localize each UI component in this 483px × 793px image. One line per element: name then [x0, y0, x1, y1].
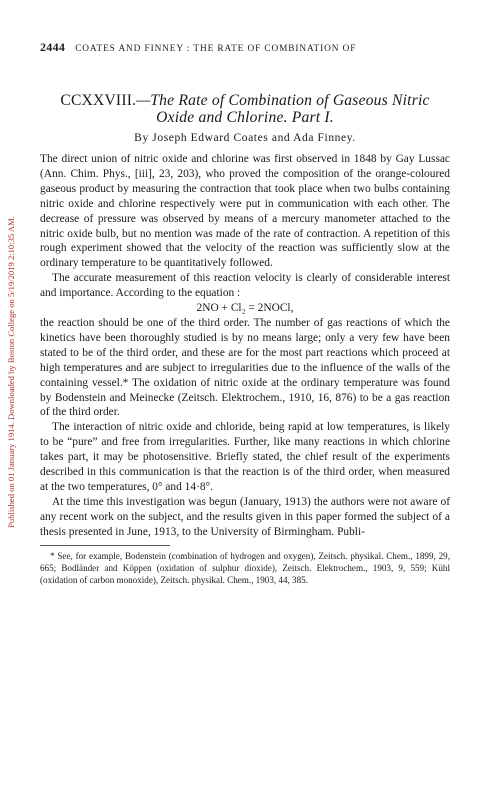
paragraph-4: The interaction of nitric oxide and chloride, being rapid at low temperatures, is likely to be “pure” and free from irregularities. Further, like many reactions in which chlorine takes part, it may be photosensitive. Briefly stated, the chief result of the experiments described in this communication is that the reaction is of the third order, when measured at the two temperatures, 0° and 14·8°.	[40, 421, 450, 493]
running-head-text: COATES AND FINNEY : THE RATE OF COMBINATION OF	[75, 44, 357, 54]
paragraph-2: The accurate measurement of this reaction velocity is clearly of considerable interest and importance. According to the equation :	[40, 272, 450, 300]
paragraph-5: At the time this investigation was begun (January, 1913) the authors were not aware of any recent work on the subject, and the results given in this paper formed the subject of a thesis presented in June, 1913, to the University of Birmingham. Publi-	[40, 495, 450, 538]
article-number: CCXXVIII.	[60, 92, 137, 109]
download-watermark	[6, 92, 16, 652]
footnote-divider	[40, 545, 170, 546]
paragraph-3: the reaction should be one of the third order. The number of gas reactions of which the kinetics have been thoroughly studied is by no means large; only a very few have been stated to be of the third order, and these are for the most part reactions which proceed at high temperatures and are subject to irregularities due to the influence of the walls of the containing vessel.* The oxidation of nitric oxide at the ordinary temperature was found by Bodenstein and Meinecke (Zeitsch. Elektrochem., 1910, 16, 876) to be a gas reaction of the third order.	[40, 316, 450, 419]
article-title: —The Rate of Combination of Gaseous Nitric Oxide and Chlorine. Part I.	[136, 92, 430, 126]
download-watermark-text: Published on 01 January 1914. Downloaded by Boston College on 5/19/2019 2:10:35 AM.	[6, 216, 16, 528]
page-number: 2444	[40, 40, 66, 54]
reaction-equation: 2NO + Cl₂ = 2NOCl,	[196, 302, 294, 315]
footnote: * See, for example, Bodenstein (combination of hydrogen and oxygen), Zeitsch. physikal. Chem., 1899, 29, 665; Bodländer and Köppen (oxidation of sulphur dioxide), Zeitsch. Elektrochem., 1903, 9, 559; Kühl (oxidation of carbon monoxide), Zeitsch. physikal. Chem., 1903, 44, 385.	[40, 550, 450, 586]
article-body	[40, 152, 450, 540]
article-authors: By Joseph Edward Coates and Ada Finney.	[134, 132, 356, 144]
paragraph-1: The direct union of nitric oxide and chlorine was first observed in 1848 by Gay Lussac (Ann. Chim. Phys., [iii], 23, 203), who proved the composition of the orange-coloured gaseous product by measuring the contraction that took place when two bulbs containing nitric oxide and chlorine respectively were put in communication with each other. The decrease of pressure was observed by means of a mercury manometer attached to the nitric oxide bulb, but no mention was made of the rate of contraction. A repetition of this rough experiment showed that the velocity of the reaction was sufficiently slow at the ordinary temperature to be quantitatively followed.	[40, 153, 450, 270]
running-head	[40, 40, 450, 56]
article-title-block	[40, 92, 450, 126]
journal-page	[40, 40, 450, 587]
